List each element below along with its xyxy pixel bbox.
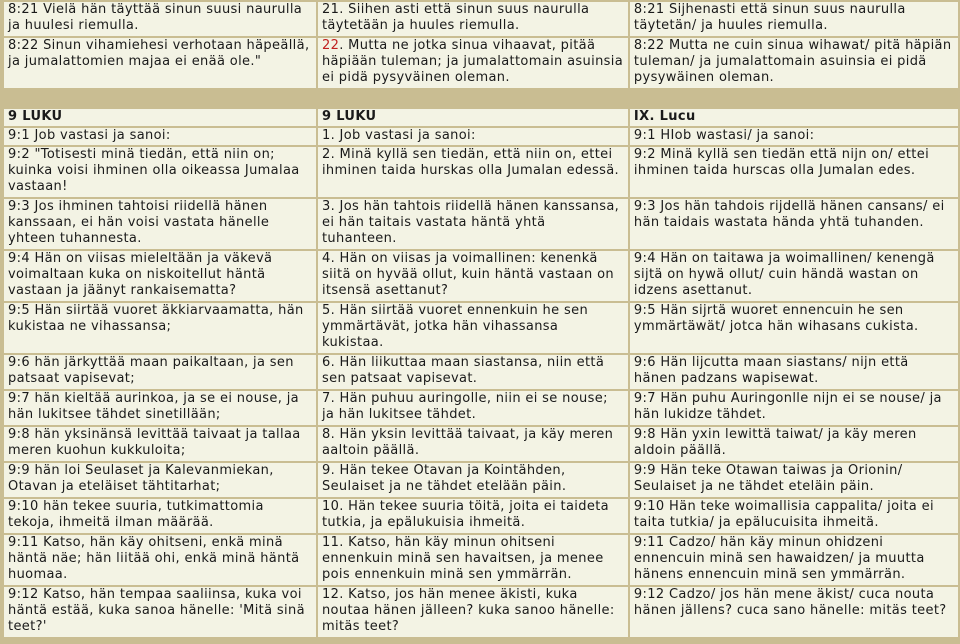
cell-1642: 9:9 Hän teke Otawan taiwas ja Orionin/ Seulaiset ja ne tähdet eteläin päin. [630, 463, 958, 497]
cell-1642: 9:8 Hän yxin lewittä taiwat/ ja käy meren aldoin päällä. [630, 427, 958, 461]
table-row [4, 463, 958, 497]
verse-number-highlight: 22 [321, 38, 340, 53]
cell-1776: 5. Hän siirtää vuoret ennenkuin he sen ymmärtävät, jotka hän vihassansa kukistaa. [318, 303, 628, 353]
cell-1776: 21. Siihen asti että sinun suus naurulla täytetään ja huules riemulla. [318, 2, 628, 36]
table-row [4, 38, 958, 88]
table-row [4, 427, 958, 461]
cell-1776: 11. Katso, hän käy minun ohitseni ennenkuin minä sen havaitsen, ja menee pois ennenkuin minä sen ymmärrän. [318, 535, 628, 585]
cell-1642: 9:6 Hän lijcutta maan siastans/ nijn että hänen padzans wapisewat. [630, 355, 958, 389]
chapter-heading: 9 LUKU [4, 109, 316, 126]
cell-modern: 9:2 "Totisesti minä tiedän, että niin on; kuinka voisi ihminen olla oikeassa Jumalaa vastaan! [4, 147, 316, 197]
table-row [4, 2, 958, 36]
cell-1776: 9. Hän tekee Otavan ja Kointähden, Seulaiset ja ne tähdet etelään päin. [318, 463, 628, 497]
cell-1642: 9:1 HIob wastasi/ ja sanoi: [630, 128, 958, 145]
table-row [4, 199, 958, 249]
bible-comparison-table [2, 0, 960, 639]
cell-modern: 8:21 Vielä hän täyttää sinun suusi naurulla ja huulesi riemulla. [4, 2, 316, 36]
chapter-heading: IX. Lucu [630, 109, 958, 126]
cell-1776: 4. Hän on viisas ja voimallinen: kenenkä siitä on hyvää ollut, kuin häntä vastaan on itsensä asettanut? [318, 251, 628, 301]
table-row [4, 499, 958, 533]
cell-1642: 9:4 Hän on taitawa ja woimallinen/ kenengä sijtä on hywä ollut/ cuin händä wastan on idzens asettanut. [630, 251, 958, 301]
cell-1776: 10. Hän tekee suuria töitä, joita ei taideta tutkia, ja epälukuisia ihmeitä. [318, 499, 628, 533]
cell-modern: 9:3 Jos ihminen tahtoisi riidellä hänen kanssaan, ei hän voisi vastata hänelle yhteen tuhannesta. [4, 199, 316, 249]
table-row [4, 391, 958, 425]
cell-modern: 9:7 hän kieltää aurinkoa, ja se ei nouse, ja hän lukitsee tähdet sinetillään; [4, 391, 316, 425]
cell-modern: 9:4 Hän on viisas mieleltään ja väkevä voimaltaan kuka on niskoitellut häntä vastaan ja jäänyt rankaisematta? [4, 251, 316, 301]
cell-1776: 7. Hän puhuu auringolle, niin ei se nouse; ja hän lukitsee tähdet. [318, 391, 628, 425]
cell-modern: 9:8 hän yksinänsä levittää taivaat ja tallaa meren kuohun kukkuloita; [4, 427, 316, 461]
cell-1776: 6. Hän liikuttaa maan siastansa, niin että sen patsaat vapisevat. [318, 355, 628, 389]
cell-modern: 9:5 Hän siirtää vuoret äkkiarvaamatta, hän kukistaa ne vihassansa; [4, 303, 316, 353]
cell-modern: 9:12 Katso, hän tempaa saaliinsa, kuka voi häntä estää, kuka sanoa hänelle: 'Mitä sinä teet?' [4, 587, 316, 637]
cell-1776: 2. Minä kyllä sen tiedän, että niin on, ettei ihminen taida hurskas olla Jumalan edessä. [318, 147, 628, 197]
cell-1642: 9:11 Cadzo/ hän käy minun ohidzeni ennencuin minä sen hawaidzen/ ja muutta hänens ennencuin minä sen ymmärrän. [630, 535, 958, 585]
cell-1642: 9:10 Hän teke woimallisia cappalita/ joita ei taita tutkia/ ja epälucuisita ihmeitä. [630, 499, 958, 533]
cell-1776: 1. Job vastasi ja sanoi: [318, 128, 628, 145]
cell-1776: 8. Hän yksin levittää taivaat, ja käy meren aaltoin päällä. [318, 427, 628, 461]
cell-modern: 9:10 hän tekee suuria, tutkimattomia tekoja, ihmeitä ilman määrää. [4, 499, 316, 533]
table-row [4, 251, 958, 301]
spacer-row [4, 90, 958, 107]
cell-modern: 9:11 Katso, hän käy ohitseni, enkä minä häntä näe; hän liitää ohi, enkä minä häntä huomaa. [4, 535, 316, 585]
table-row [4, 587, 958, 637]
heading-row [4, 109, 958, 126]
cell-modern: 9:6 hän järkyttää maan paikaltaan, ja sen patsaat vapisevat; [4, 355, 316, 389]
table-row [4, 355, 958, 389]
cell-1642: 8:22 Mutta ne cuin sinua wihawat/ pitä häpiän tuleman/ ja jumalattomain asuinsia ei pidä pysywäinen oleman. [630, 38, 958, 88]
cell-1642: 8:21 Sijhenasti että sinun suus naurulla täytetän/ ja huules riemulla. [630, 2, 958, 36]
cell-modern: 9:1 Job vastasi ja sanoi: [4, 128, 316, 145]
cell-modern: 9:9 hän loi Seulaset ja Kalevanmiekan, Otavan ja eteläiset tähtitarhat; [4, 463, 316, 497]
table-row [4, 303, 958, 353]
cell-modern: 8:22 Sinun vihamiehesi verhotaan häpeällä, ja jumalattomien majaa ei enää ole." [4, 38, 316, 88]
cell-1642: 9:7 Hän puhu Auringonlle nijn ei se nouse/ ja hän lukidze tähdet. [630, 391, 958, 425]
cell-1776: 12. Katso, jos hän menee äkisti, kuka noutaa hänen jälleen? kuka sanoo hänelle: mitäs teet? [318, 587, 628, 637]
cell-1642: 9:3 Jos hän tahdois rijdellä hänen cansans/ ei hän taidais wastata hända yhtä tuhanden. [630, 199, 958, 249]
table-row [4, 147, 958, 197]
cell-1642: 9:12 Cadzo/ jos hän mene äkist/ cuca nouta hänen jällens? cuca sano hänelle: mitäs teet? [630, 587, 958, 637]
cell-1642: 9:5 Hän sijrtä wuoret ennencuin he sen ymmärtäwät/ jotca hän wihasans cukista. [630, 303, 958, 353]
cell-1776 [318, 38, 628, 88]
chapter-heading: 9 LUKU [318, 109, 628, 126]
cell-1642: 9:2 Minä kyllä sen tiedän että nijn on/ ettei ihminen taida hurscas olla Jumalan edes. [630, 147, 958, 197]
cell-1776: 3. Jos hän tahtois riidellä hänen kanssansa, ei hän taitais vastata häntä yhtä tuhanteen. [318, 199, 628, 249]
verse-text: . Mutta ne jotka sinua vihaavat, pitää häpiään tuleman; ja jumalattomain asuinsia ei pidä pysyväinen oleman. [321, 38, 624, 85]
table-row [4, 535, 958, 585]
table-row [4, 128, 958, 145]
